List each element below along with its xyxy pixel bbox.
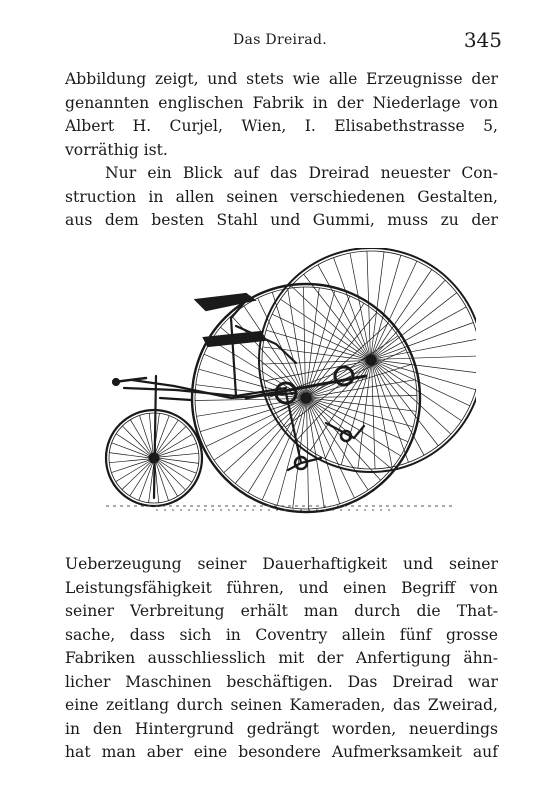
page-number: 345: [463, 28, 502, 52]
text-line: Ueberzeugung seiner Dauerhaftigkeit und seiner: [65, 555, 498, 573]
text-line: Leistungsfähigkeit führen, und einen Begriff von: [65, 578, 498, 597]
text-line: Abbildung zeigt, und stets wie alle Erzeugnisse der: [65, 70, 498, 88]
text-line: Albert H. Curjel, Wien, I. Elisabethstrasse 5,: [65, 117, 498, 135]
paragraph-bottom: [65, 553, 498, 765]
text-line: aus dem besten Stahl und Gummi, muss zu der: [65, 211, 498, 229]
text-line: sache, dass sich in Coventry allein fünf grosse: [65, 625, 498, 644]
text-line: Fabriken ausschliesslich mit der Anfertigung ähn-: [65, 649, 498, 667]
text-line: Nur ein Blick auf das Dreirad neuester Con-: [105, 164, 498, 182]
text-line: vorräthig ist.: [65, 140, 168, 159]
text-line: hat man aber eine besondere Aufmerksamkeit auf: [65, 743, 498, 761]
tricycle-figure: [96, 248, 476, 548]
running-head: [0, 28, 560, 58]
text-line: seiner Verbreitung erhält man durch die That-: [65, 602, 498, 620]
text-line: struction in allen seinen verschiedenen Gestalten,: [65, 187, 498, 206]
paragraph-top: [65, 68, 498, 233]
text-line: in den Hintergrund gedrängt worden, neuerdings: [65, 719, 498, 738]
tricycle-illustration-icon: [96, 248, 476, 548]
page-header-title: Das Dreirad.: [233, 32, 327, 48]
text-line: eine zeitlang durch seinen Kameraden, das Zweirad,: [65, 696, 498, 714]
text-line: licher Maschinen beschäftigen. Das Dreirad war: [65, 672, 498, 691]
text-line: genannten englischen Fabrik in der Niederlage von: [65, 93, 498, 112]
